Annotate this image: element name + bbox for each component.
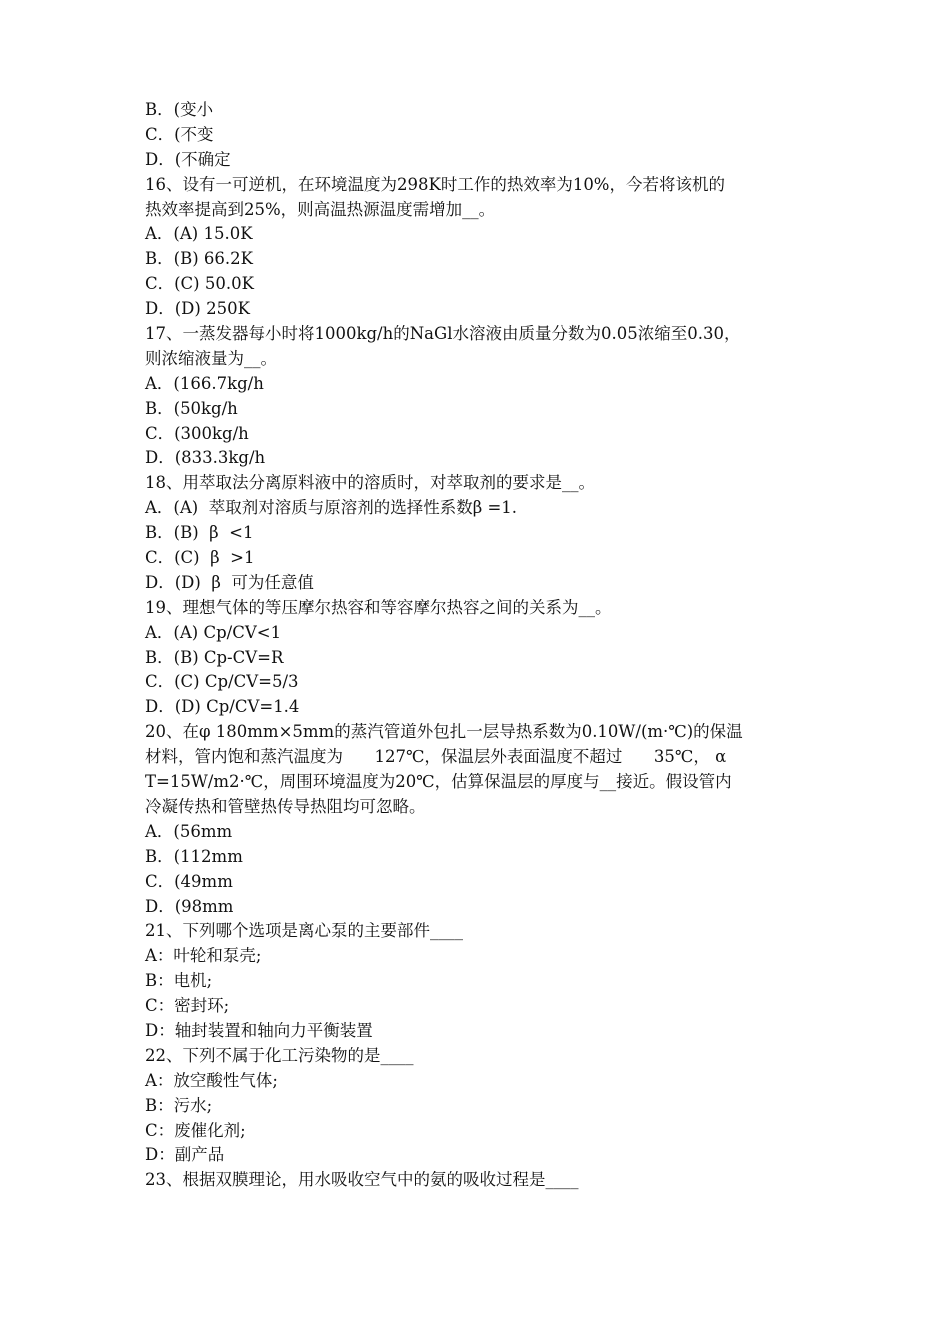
option-line: A．(A) 萃取剂对溶质与原溶剂的选择性系数β =1. (145, 498, 518, 518)
question-21-line: 21、下列哪个选项是离心泵的主要部件____ (145, 921, 463, 941)
option-line: C．(C) Cp/CV=5/3 (145, 672, 299, 692)
option-line: B：电机; (145, 971, 213, 991)
option-line: C：密封环; (145, 996, 230, 1016)
option-line: B．(B) 66.2K (145, 249, 253, 269)
option-line: D．(833.3kg/h (145, 448, 266, 468)
document-page (145, 98, 815, 1193)
question-20-line-4: 冷凝传热和管壁热传导热阻均可忽略。 (145, 796, 426, 816)
option-line: B．(变小 (145, 100, 214, 119)
option-line: D．(98mm (145, 896, 234, 916)
option-line: A．(166.7kg/h (145, 373, 264, 393)
question-16-line-1: 16、设有一可逆机，在环境温度为298K时工作的热效率为10%，今若将该机的 (145, 174, 725, 194)
question-16-line-2: 热效率提高到25%，则高温热源温度需增加__。 (145, 199, 496, 219)
question-20-line-1: 20、在φ 180mm×5mm的蒸汽管道外包扎一层导热系数为0.10W/(m·℃)的保温 (145, 722, 743, 742)
option-line: D：轴封装置和轴向力平衡装置 (145, 1020, 373, 1040)
option-line: C：废催化剂; (145, 1120, 246, 1140)
option-line: A：放空酸性气体; (145, 1070, 278, 1090)
question-17-line-2: 则浓缩液量为__。 (145, 348, 277, 368)
option-line: B．(B) Cp-CV=R (145, 647, 284, 667)
question-20-line-3: T=15W/m2·℃，周围环境温度为20℃，估算保温层的厚度与__接近。假设管内 (145, 772, 732, 792)
question-18-line: 18、用萃取法分离原料液中的溶质时，对萃取剂的要求是__。 (145, 473, 595, 493)
question-23-line: 23、根据双膜理论，用水吸收空气中的氨的吸收过程是____ (145, 1170, 579, 1190)
option-line: D．(D) Cp/CV=1.4 (145, 697, 300, 717)
option-line: D．(D) β 可为任意值 (145, 572, 314, 592)
option-line: C．(不变 (145, 124, 214, 144)
option-line: A．(56mm (145, 821, 233, 841)
question-17-line-1: 17、一蒸发器每小时将1000kg/h的NaGl水溶液由质量分数为0.05浓缩至0.30， (145, 324, 741, 344)
option-line: B．(112mm (145, 846, 243, 866)
option-line: C．(300kg/h (145, 423, 249, 443)
option-line: D：副产品 (145, 1145, 225, 1165)
option-line: A：叶轮和泵壳; (145, 946, 262, 966)
option-line: B：污水; (145, 1095, 213, 1115)
option-line: B．(B) β <1 (145, 523, 254, 543)
option-line: D．(不确定 (145, 149, 231, 169)
option-line: B．(50kg/h (145, 398, 238, 418)
option-line: A．(A) Cp/CV<1 (145, 622, 282, 642)
option-line: C．(C) β >1 (145, 548, 255, 568)
question-19-line: 19、理想气体的等压摩尔热容和等容摩尔热容之间的关系为__。 (145, 597, 612, 617)
question-22-line: 22、下列不属于化工污染物的是____ (145, 1045, 414, 1065)
question-20-line-2: 材料，管内饱和蒸汽温度为 127℃，保温层外表面温度不超过 35℃， α (145, 747, 727, 767)
option-line: D．(D) 250K (145, 299, 250, 319)
option-line: C．(C) 50.0K (145, 274, 254, 294)
option-line: C．(49mm (145, 871, 233, 891)
option-line: A．(A) 15.0K (145, 224, 253, 244)
